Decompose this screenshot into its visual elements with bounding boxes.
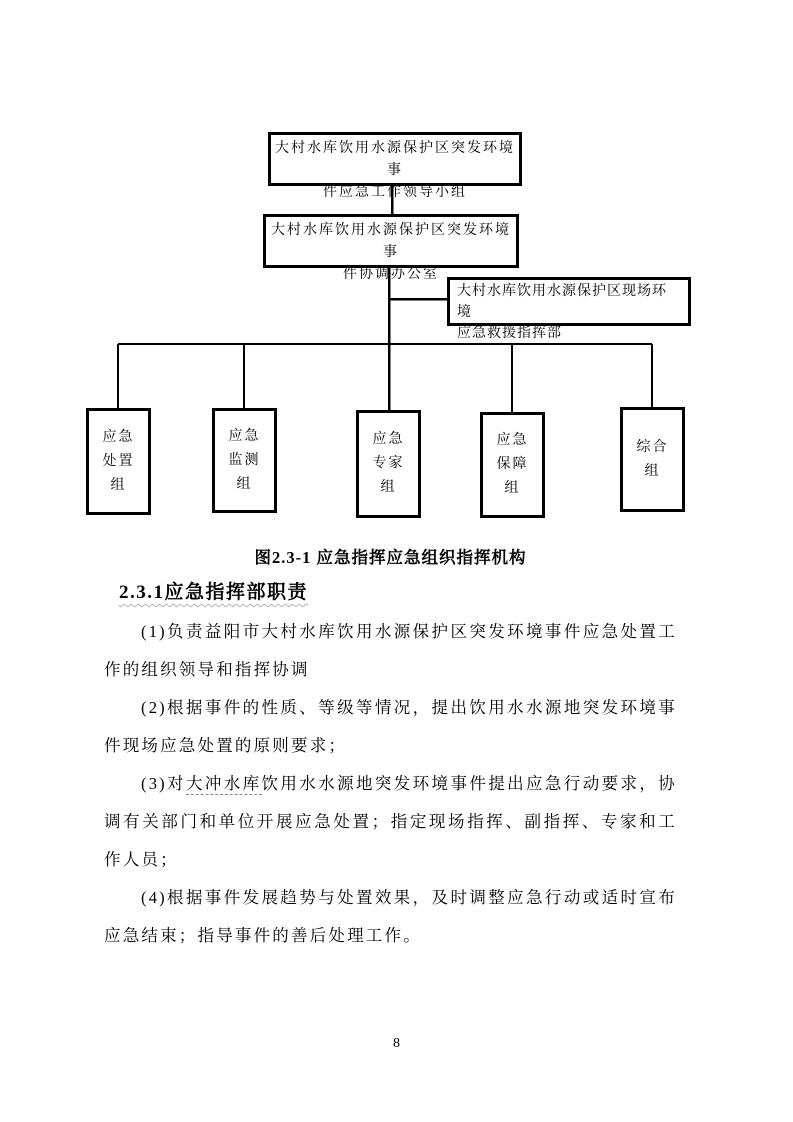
figure-caption: 图2.3-1 应急指挥应急组织指挥机构 <box>254 548 527 567</box>
paragraph-4-text: (4)根据事件发展趋势与处置效果，及时调整应急行动或适时宣布应急结束；指导事件的善后处理工作。 <box>104 888 677 945</box>
group3-line3: 组 <box>380 480 397 495</box>
group1-line1: 应急 <box>102 429 135 445</box>
paragraph-4 <box>104 879 677 955</box>
org-node-emergency-support-group <box>480 412 545 518</box>
paragraph-1 <box>104 613 677 689</box>
org-node-field-command <box>447 277 691 341</box>
org-node-emergency-expert-group <box>356 410 421 518</box>
paragraph-2-text: (2)根据事件的性质、等级等情况，提出饮用水水源地突发环境事件现场应急处置的原则要求； <box>104 698 677 755</box>
org-node-emergency-response-group <box>86 408 151 515</box>
org-node-general-affairs-group <box>620 407 685 512</box>
group2-line1: 应急 <box>228 428 261 444</box>
section-heading-text: 2.3.1应急指挥部职责 <box>119 582 309 603</box>
group5-line1: 综合 <box>636 439 669 455</box>
group4-line3: 组 <box>504 481 521 496</box>
org-node-office-line1: 大村水库饮用水源保护区突发环境事 <box>271 223 511 260</box>
paragraph-3-prefix: (3)对 <box>141 774 186 793</box>
org-node-command-line1: 大村水库饮用水源保护区现场环境 <box>457 284 667 320</box>
group3-line1: 应急 <box>372 432 405 447</box>
group2-line3: 组 <box>236 476 253 492</box>
org-node-emergency-monitoring-group <box>212 408 277 513</box>
page-number: 8 <box>393 1036 400 1051</box>
body-text <box>104 613 677 955</box>
paragraph-2 <box>104 689 677 765</box>
org-node-command-line2: 应急救援指挥部 <box>457 326 562 341</box>
group4-line1: 应急 <box>496 433 529 448</box>
group3-line2: 专家 <box>372 456 405 471</box>
org-node-coordination-office <box>263 214 519 282</box>
org-node-leadership-line1: 大村水库饮用水源保护区突发环境事 <box>275 141 515 178</box>
paragraph-3-underlined-term: 大冲水库 <box>185 774 262 793</box>
paragraph-3-rest: 饮用水水源地突发环境事件提出应急行动要求，协调有关部门和单位开展应急处置；指定现场指挥、副指挥、专家和工作人员； <box>104 774 677 869</box>
org-node-leadership-group <box>268 132 522 200</box>
group4-line2: 保障 <box>496 457 529 472</box>
group1-line2: 处置 <box>102 453 135 469</box>
org-node-leadership-line2: 件应急工作领导小组 <box>323 185 467 200</box>
paragraph-3 <box>104 765 677 879</box>
org-node-office-line2: 件协调办公室 <box>343 267 439 282</box>
group1-line3: 组 <box>110 477 127 493</box>
group5-line2: 组 <box>644 463 661 479</box>
paragraph-1-text: (1)负责益阳市大村水库饮用水源保护区突发环境事件应急处置工作的组织领导和指挥协调 <box>104 622 677 679</box>
section-heading <box>119 577 308 604</box>
group2-line2: 监测 <box>228 452 261 468</box>
